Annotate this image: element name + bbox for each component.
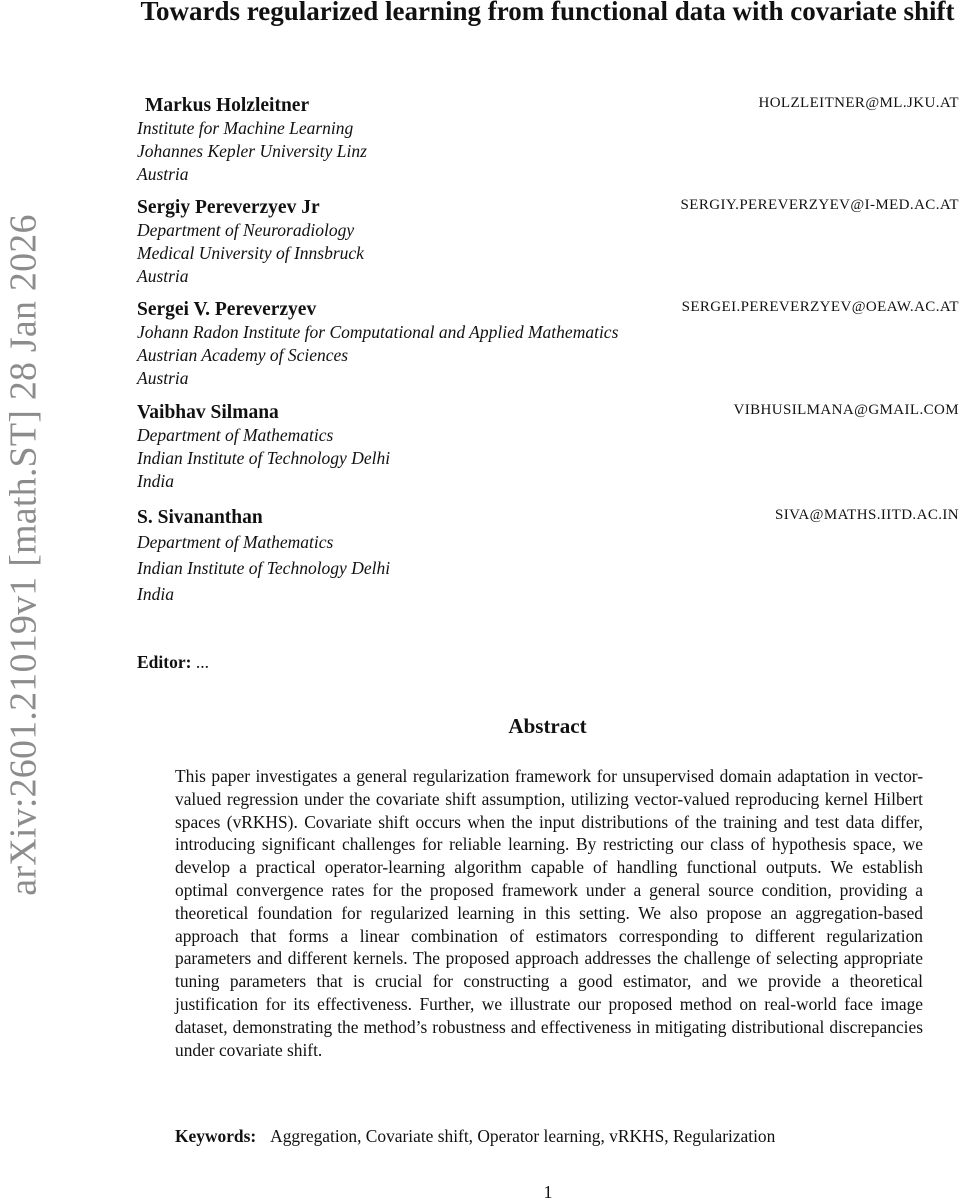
affiliation-line: Indian Institute of Technology Delhi	[137, 448, 391, 468]
arxiv-stamp	[2, 205, 46, 905]
author-block	[137, 506, 959, 607]
author-block	[137, 298, 959, 390]
abstract-text: This paper investigates a general regularization framework for unsupervised domain adaptation in vector-valued regression under the covariate shift assumption, utilizing vector-valued reproducing kernel Hilbert spaces (vRKHS). Covariate shift occurs when the input distributions of the training and test data differ, introducing significant challenges for reliable learning. By restricting our class of hypothesis space, we develop a practical operator-learning algorithm capable of handling functional outputs. We establish optimal convergence rates for the proposed framework under a general source condition, providing a theoretical foundation for regularized learning in this setting. We also propose an aggregation-based approach that forms a linear combination of estimators corresponding to different regularization parameters and different kernels. The proposed approach addresses the challenge of selecting appropriate tuning parameters that is crucial for constructing a good estimator, and we provide a theoretical justification for its effectiveness. Further, we illustrate our proposed method on real-world face image dataset, demonstrating the method’s robustness and effectiveness in mitigating distributional discrepancies under covariate shift.	[175, 766, 923, 1060]
author-email[interactable]: SERGIY.PEREVERZYEV@I-MED.AC.AT	[680, 197, 959, 213]
affiliation-line: Austria	[137, 368, 189, 388]
author-name: Markus Holzleitner	[145, 95, 310, 116]
affiliation-line: Johann Radon Institute for Computational and Applied Mathematics	[137, 322, 619, 342]
affiliation-line: Institute for Machine Learning	[137, 118, 354, 138]
author-name: S. Sivananthan	[137, 507, 263, 528]
affiliation-line: Indian Institute of Technology Delhi	[137, 558, 391, 578]
affiliation-line: Johannes Kepler University Linz	[137, 141, 367, 161]
keywords-line	[175, 1126, 775, 1147]
editor-value: ...	[195, 652, 209, 672]
affiliation-line: Austrian Academy of Sciences	[137, 345, 349, 365]
affiliation-line: India	[137, 584, 174, 604]
affiliation-line: Department of Neuroradiology	[137, 220, 355, 240]
author-block	[137, 94, 959, 186]
editor-line	[137, 652, 209, 673]
affiliation-line: India	[137, 471, 174, 491]
author-name: Sergei V. Pereverzyev	[137, 299, 317, 320]
affiliation-line: Medical University of Innsbruck	[137, 243, 364, 263]
author-name: Vaibhav Silmana	[137, 402, 279, 423]
author-email[interactable]: SIVA@MATHS.IITD.AC.IN	[774, 507, 959, 523]
affiliation-line: Department of Mathematics	[137, 532, 334, 552]
author-name: Sergiy Pereverzyev Jr	[137, 197, 320, 218]
author-block	[137, 196, 959, 288]
page-number: 1	[543, 1182, 553, 1202]
affiliation-line: Austria	[137, 266, 189, 286]
author-email[interactable]: SERGEI.PEREVERZYEV@OEAW.AC.AT	[681, 299, 959, 315]
author-email[interactable]: HOLZLEITNER@ML.JKU.AT	[758, 95, 959, 111]
arxiv-stamp-text: arXiv:2601.21019v1 [math.ST] 28 Jan 2026	[3, 214, 45, 896]
keywords-label: Keywords:	[175, 1126, 257, 1146]
keywords-value: Aggregation, Covariate shift, Operator learning, vRKHS, Regularization	[270, 1126, 776, 1146]
paper-title: Towards regularized learning from functional data with covariate shift	[140, 0, 955, 26]
affiliation-line: Department of Mathematics	[137, 425, 334, 445]
abstract-heading: Abstract	[508, 714, 587, 738]
affiliation-line: Austria	[137, 164, 189, 184]
author-block	[137, 401, 959, 493]
editor-label: Editor:	[137, 652, 192, 672]
author-email[interactable]: VIBHUSILMANA@GMAIL.COM	[733, 402, 959, 418]
